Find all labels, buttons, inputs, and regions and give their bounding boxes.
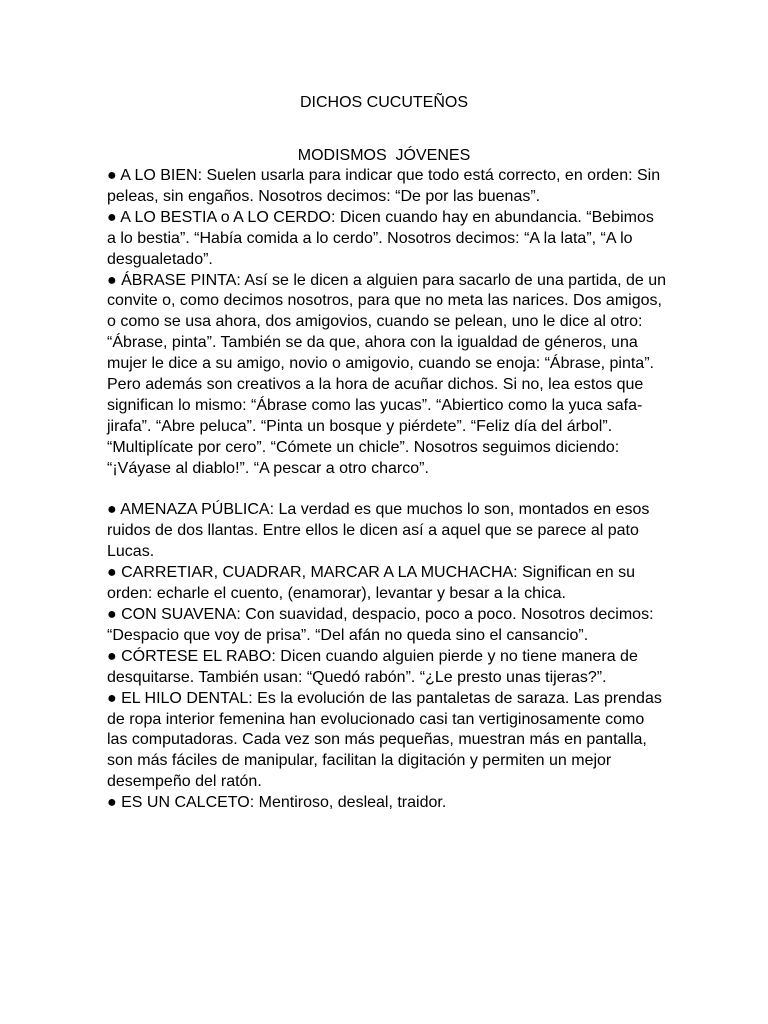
entry-a-lo-bien: ● A LO BIEN: Suelen usarla para indicar que todo está correcto, en orden: Sin peleas, sin engaños. Nosotros decimos: “De por las buenas”. <box>107 167 661 205</box>
entry-el-hilo-dental: ● EL HILO DENTAL: Es la evolución de las pantaletas de saraza. Las prendas de ropa interior femenina han evolucionado casi tan vertiginosamente como las computadoras. Cada vez son más pequeñas, muestran más en pantalla, son más fáciles de manipular, facilitan la digitación y permiten un mejor desempeño del ratón. <box>107 689 662 791</box>
entry-carretiar: ● CARRETIAR, CUADRAR, MARCAR A LA MUCHACHA: Significan en su orden: echarle el cuento, (enamorar), levantar y besar a la chica. <box>107 564 636 603</box>
entry-a-lo-bestia: ● A LO BESTIA o A LO CERDO: Dicen cuando hay en abundancia. “Bebimos a lo bestia”. “Había comida a lo cerdo”. Nosotros decimos: “A la lata”, “A lo desgualetado”. <box>107 208 654 268</box>
document-body <box>107 166 667 814</box>
entry-cortese-el-rabo: ● CÓRTESE EL RABO: Dicen cuando alguien pierde y no tiene manera de desquitarse. También usan: “Quedó rabón”. “¿Le presto unas tijeras?”. <box>107 647 638 686</box>
entry-con-suavena: ● CON SUAVENA: Con suavidad, despacio, poco a poco. Nosotros decimos: “Despacio que voy de prisa”. “Del afán no queda sino el cansancio”. <box>107 606 654 644</box>
entry-abrase-pinta: ● ÁBRASE PINTA: Así se le dicen a alguien para sacarlo de una partida, de un convite o, como decimos nosotros, para que no meta las narices. Dos amigos, o como se usa ahora, dos amigovios, cuando se pelean, uno le dice al otro: “Ábrase, pinta”. También se da que, ahora con la igualdad de géneros, una mujer le dice a su amigo, novio o amigovio, cuando se enoja: “Ábrase, pinta”. Pero además son creativos a la hora de acuñar dichos. Si no, lea estos que significan lo mismo: “Ábrase como las yucas”. “Abiertico como la yuca safa-jirafa”. “Abre peluca”. “Pinta un bosque y piérdete”. “Feliz día del árbol”. “Multiplícate por cero”. “Cómete un chicle”. Nosotros seguimos diciendo: “¡Váyase al diablo!”. “A pescar a otro charco”. <box>107 271 667 477</box>
document-title: DICHOS CUCUTEÑOS <box>299 94 468 111</box>
entry-amenaza-publica: ● AMENAZA PÚBLICA: La verdad es que muchos lo son, montados en esos ruidos de dos llantas. Entre ellos le dicen así a aquel que se parece al pato Lucas. <box>107 501 650 561</box>
paragraph-gap <box>107 480 667 501</box>
document-subtitle: MODISMOS JÓVENES <box>297 147 471 164</box>
entry-es-un-calceto: ● ES UN CALCETO: Mentiroso, desleal, traidor. <box>107 794 447 812</box>
